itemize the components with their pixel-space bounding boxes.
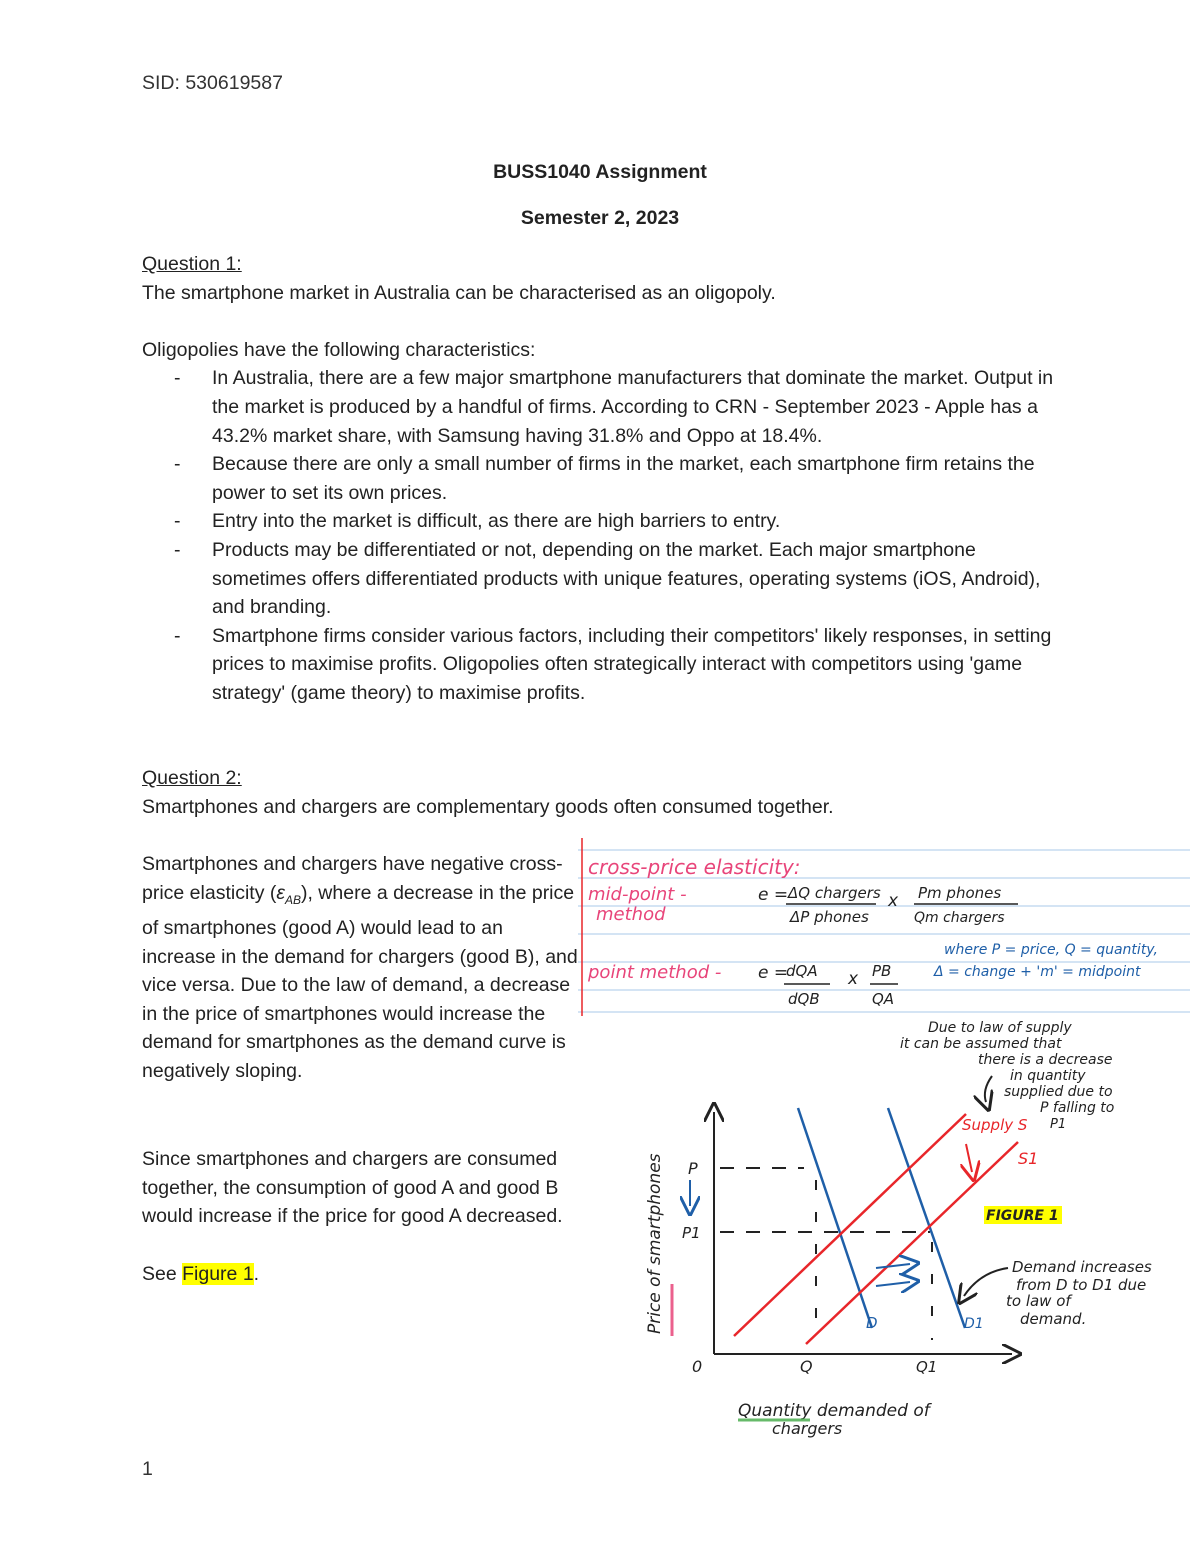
supply-note-line: P1 [1050,1117,1067,1132]
supply-note-line: it can be assumed that [900,1036,1062,1052]
supply-s-label: Supply S [962,1116,1028,1134]
demand-note-line: Demand increases [1012,1258,1152,1276]
list-item: - Because there are only a small number of firms in the market, each smartphone firm retains the power to set its own prices. [142,450,1062,507]
demand-note-line: demand. [1020,1310,1087,1328]
supply-note-line: Due to law of supply [928,1020,1072,1036]
page-number: 1 [142,1458,153,1480]
where-note-2: Δ = change + 'm' = midpoint [934,964,1141,980]
midpoint-e: e = [758,885,789,905]
question-2-section [142,764,1072,821]
para-text: Smartphones and chargers have negative cross-price elasticity ( [142,853,563,904]
question-1-section [142,250,1072,708]
see-text: See [142,1263,183,1285]
demand-note-arrow [964,1268,1008,1296]
para-text: ), where a decrease in the price of smartphones (good A) would lead to an increase in the demand for chargers (good B), and vice versa. Due to the law of demand, a decrease in the price of smartphones would increase the demand for smartphones as the demand curve is negatively sloping. [142,881,578,1083]
question-2-heading: Question 2: [142,767,242,789]
question-1-heading: Question 1: [142,253,242,275]
demand-curve-d1 [888,1108,965,1328]
supply-note-arrow [985,1076,992,1102]
x-axis-label: Quantity demanded of [738,1401,930,1421]
supply-note-line: supplied due to [1004,1084,1113,1100]
x-axis-label-2: chargers [772,1419,843,1438]
midpoint-label-2: method [596,904,666,925]
demand-d-label: D [866,1314,878,1332]
figure-1-diagram [620,1010,1200,1440]
demand-note [1006,1258,1152,1328]
price-p-label: P [688,1159,698,1178]
question-1-lead: Oligopolies have the following characteristics: [142,338,536,361]
figure-label: FIGURE 1 [986,1208,1059,1224]
midpoint-numerator-2: Pm phones [918,884,1002,902]
notes-heading: cross-price elasticity: [588,855,801,879]
demand-shift-arrow [876,1282,910,1286]
y-axis-label: Price of smartphones [645,1153,665,1334]
origin-label: 0 [692,1357,703,1376]
supply-s1-label: S1 [1018,1149,1039,1168]
point-denominator-2: QA [872,990,895,1008]
semester-title: Semester 2, 2023 [520,207,680,229]
see-text: . [253,1263,260,1285]
times-sign-2: x [848,969,859,989]
assignment-title: BUSS1040 Assignment [493,161,707,183]
figure-1-reference[interactable]: Figure 1 [182,1263,254,1285]
epsilon-subscript: AB [284,892,301,907]
quantity-q1-label: Q1 [916,1358,938,1376]
supply-note-line: P falling to [1040,1100,1115,1116]
list-item: - In Australia, there are a few major smartphone manufacturers that dominate the market. Output in the market is produced by a handful of firms. According to CRN - September 2023 - Apple has a 43.2% market share, with Samsung having 31.8% and Oppo at 18.4%. [142,364,1062,450]
midpoint-label: mid-point - [588,884,687,905]
midpoint-denominator: ΔP phones [790,908,869,926]
price-p1-label: P1 [682,1224,701,1242]
question-2-paragraph-1 [142,850,578,1086]
question-2-intro: Smartphones and chargers are complementary goods often consumed together. [142,795,834,818]
where-note-1: where P = price, Q = quantity, [944,942,1158,958]
elasticity-notes [578,838,1190,1018]
demand-curve-d [798,1108,872,1328]
times-sign: x [888,891,899,911]
see-figure-line [142,1260,259,1289]
question-2-paragraph-2: Since smartphones and chargers are consumed together, the consumption of good A and good B would increase if the price for good A decreased. [142,1148,563,1228]
quantity-q-label: Q [800,1357,813,1376]
supply-shift-arrow [966,1144,972,1172]
demand-shift-arrow [876,1264,910,1268]
supply-note-line: there is a decrease [978,1052,1113,1068]
list-item: - Entry into the market is difficult, as there are high barriers to entry. [142,507,1062,536]
epsilon-symbol: ε [276,881,285,904]
midpoint-denominator-2: Qm chargers [914,910,1005,926]
list-item: - Smartphone firms consider various factors, including their competitors' likely responses, in setting prices to maximise profits. Oligopolies often strategically interact with competitors using 'game strategy' (game theory) to maximise profits. [142,622,1062,708]
supply-curve-s1 [806,1142,1018,1344]
point-method-label: point method - [588,962,722,983]
demand-d1-label: D1 [964,1316,984,1332]
point-numerator: dQA [786,962,818,980]
list-item: - Products may be differentiated or not, depending on the market. Each major smartphone sometimes offers differentiated products with unique features, operating systems (iOS, Android), and branding. [142,536,1062,622]
point-e: e = [758,963,789,983]
characteristics-list [142,364,1072,707]
student-id: SID: 530619587 [142,72,283,94]
supply-note-line: in quantity [1010,1068,1086,1084]
question-1-intro: The smartphone market in Australia can be characterised as an oligopoly. [142,281,776,304]
demand-note-line: to law of [1006,1292,1071,1310]
point-numerator-2: PB [872,962,892,980]
midpoint-numerator: ΔQ chargers [788,884,881,902]
point-denominator: dQB [788,990,820,1008]
demand-note-line: from D to D1 due [1016,1276,1147,1294]
